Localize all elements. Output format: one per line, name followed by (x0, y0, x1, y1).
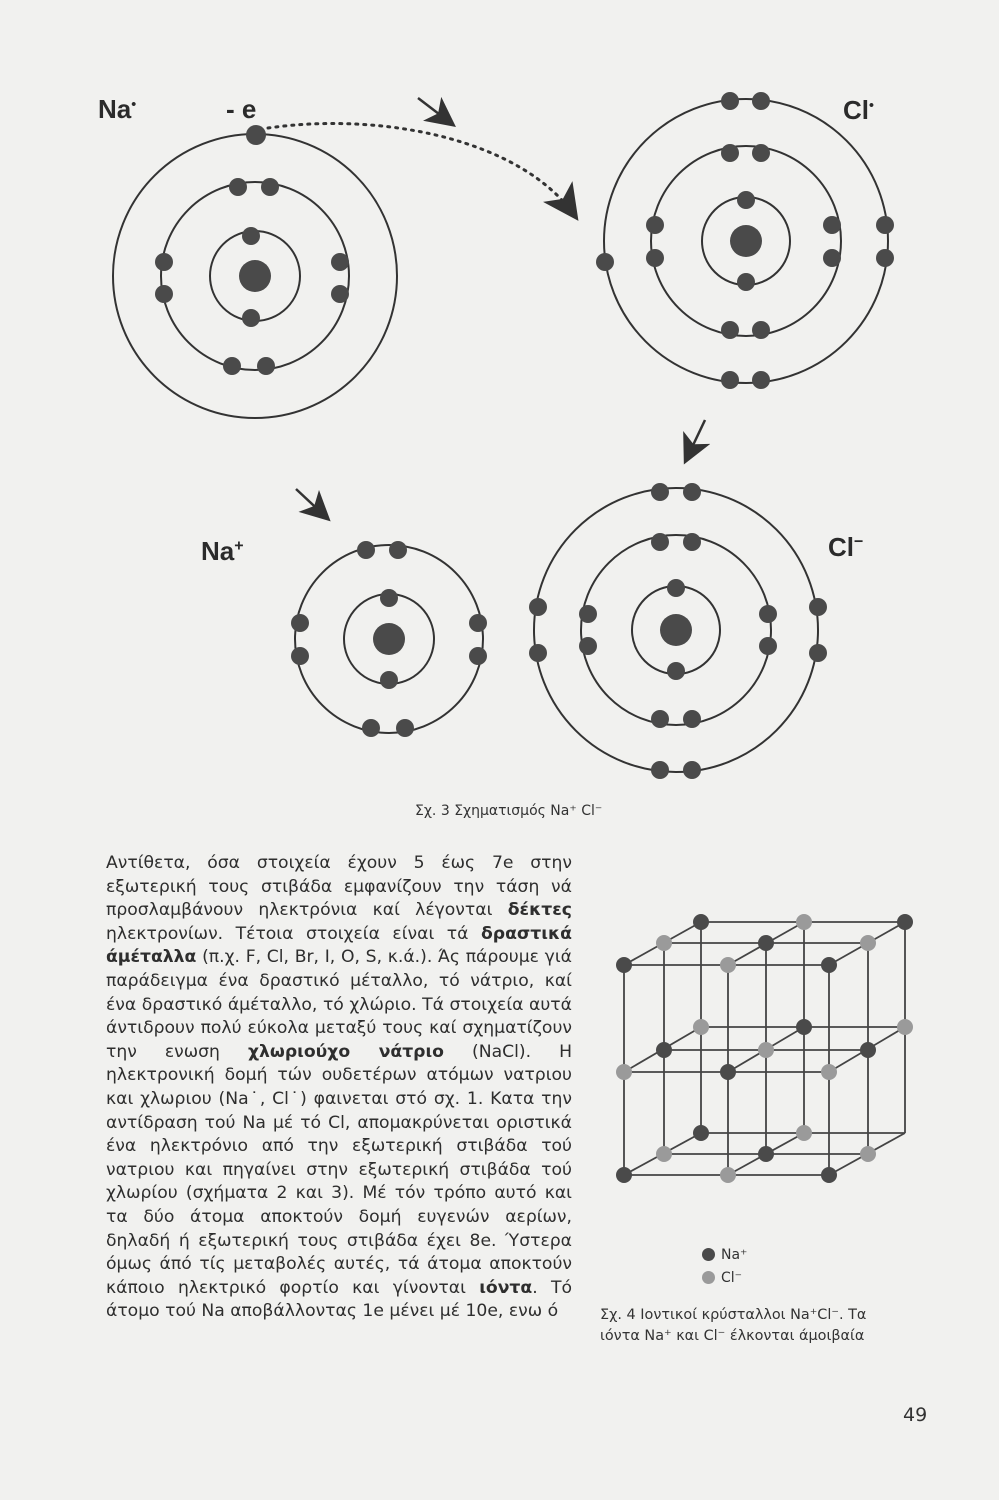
body-paragraph: Αντίθετα, όσα στοιχεία έχουν 5 έως 7e στην εξωτερική τους στιβάδα εμφανίζουν την τάση νά προσλαμβάνουν ηλεκτρόνια καί λέγονται δέκτες ηλεκτρονίων. Τέτοια στοιχεία είναι τά δραστικά άμέταλλα (π.χ. F, Cl, Br, I, O, S, κ.ά.). Άς πάρουμε γιά παράδειγμα ένα δραστικό μέταλλο, τό νάτριο, καί ένα δραστικό άμέταλλο, τό χλώριο. Τά στοιχεία αυτά άντιδρουν πολύ εύκολα μεταξύ τους καί σχηματίζουν την ενωση χλωριούχο νάτριο (NaCl). Η ηλεκτρονική δομή τών ουδετέρων ατόμων νατριου και χλωριου (Na˙, Cl˙) φαινεται στό σχ. 1. Κατα την αντίδραση τού Na μέ τό Cl, απομακρύνεται οριστικά ένα ηλεκτρόνιο από την εξωτερική στιβάδα τού νατριου και πηγαίνει στην εξωτερική στιβάδα τού χλωρίου (σχήματα 2 και 3). Μέ τόν τρόπο αυτό και τα δύο άτομα αποκτούν δομή ευγενών αερίων, δηλαδή ή εξωτερική τους στιβάδα έχει 8e. Ύστερα όμως άπό τίς μεταβολές αυτές, τά άτομα αποκτούν κάποιο ηλεκτρικό φορτίο και γίνονται ιόντα. Τό άτομο τού Na αποβάλλοντας 1e μένει μέ 10e, ενω ό (106, 853, 572, 1322)
term-reactive-nonmetals: δραστικά άμέταλλα (106, 923, 572, 968)
legend-cl: Cl⁻ (702, 1270, 742, 1286)
term-sodium-chloride: χλωριούχο νάτριο (247, 1041, 444, 1062)
figure-3-caption: Σχ. 3 Σχηματισμός Na⁺ Cl⁻ (415, 803, 603, 819)
term-ions: ιόντα (479, 1277, 533, 1298)
legend-na-swatch (702, 1248, 715, 1261)
label-na-ion: Na+ (201, 536, 244, 566)
label-cl-neutral: Cl• (843, 95, 874, 125)
legend-na: Na⁺ (702, 1247, 747, 1263)
legend-cl-swatch (702, 1271, 715, 1284)
page-number: 49 (903, 1404, 928, 1426)
term-acceptors: δέκτες (507, 900, 572, 921)
label-na-neutral: Na• (98, 94, 137, 124)
figure-4-caption: Σχ. 4 Ιοντικοί κρύσταλλοι Na⁺Cl⁻. Τα ιόντα Na⁺ και Cl⁻ έλκονται άμοιβαία (600, 1307, 867, 1344)
label-cl-ion: Cl− (828, 532, 864, 562)
label-minus-electron: - e (226, 94, 257, 124)
